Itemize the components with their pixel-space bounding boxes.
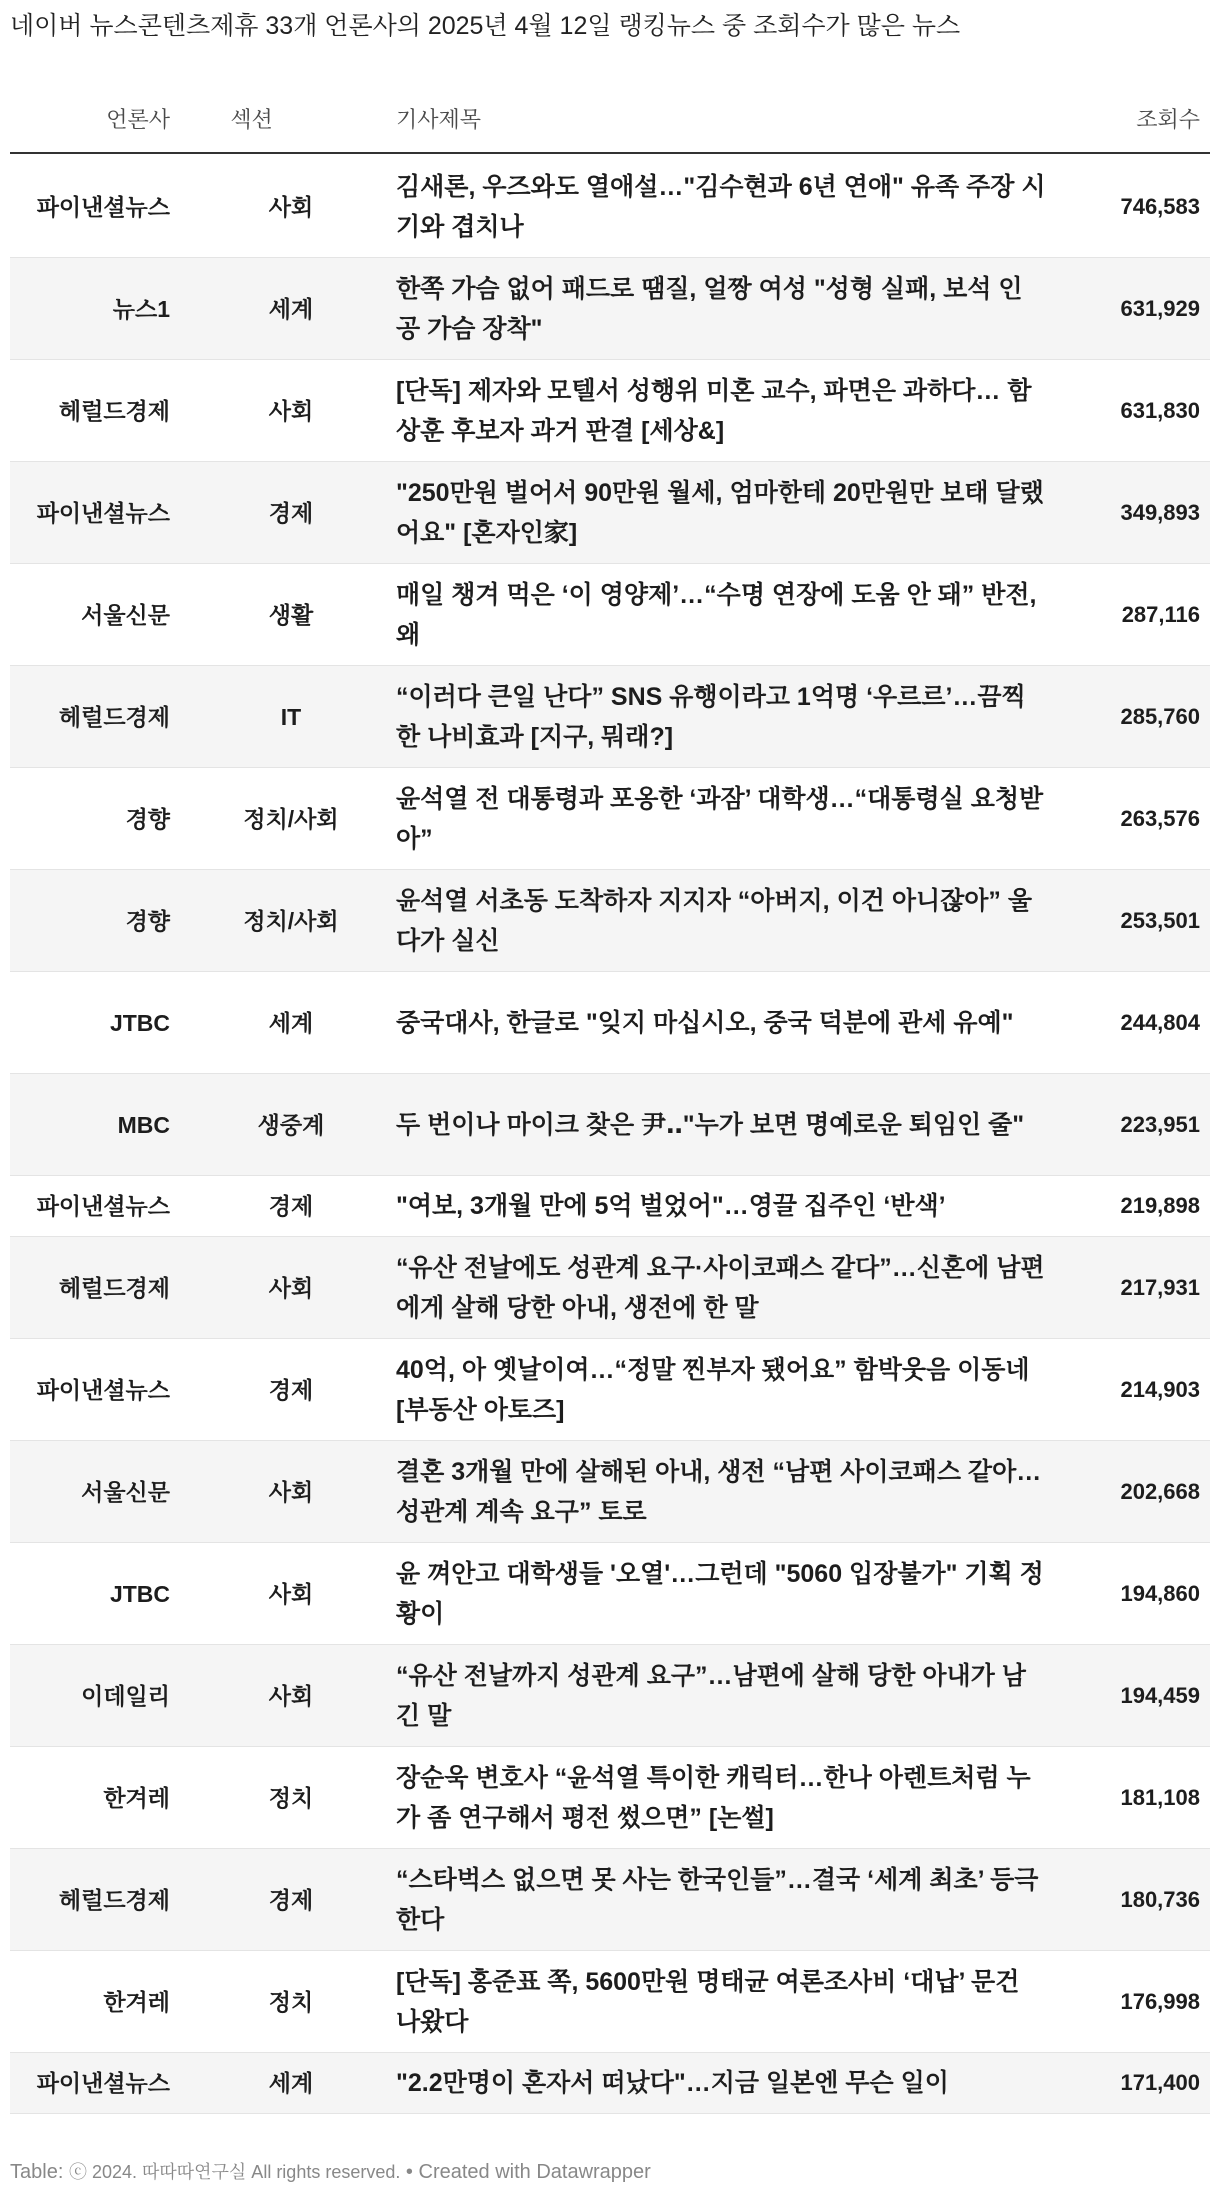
views-cell <box>1040 360 1200 461</box>
table-row[interactable] <box>10 156 1210 258</box>
media-cell <box>10 1441 170 1542</box>
media-cell <box>10 462 170 563</box>
views-cell-text: 181,108 <box>1120 1784 1200 1810</box>
media-cell <box>10 1645 170 1746</box>
views-cell-text: 253,501 <box>1120 907 1200 933</box>
section-cell <box>236 1645 346 1746</box>
media-cell-text: 파이낸셜뉴스 <box>36 2070 170 2096</box>
table-row[interactable] <box>10 1176 1210 1237</box>
media-cell <box>10 1543 170 1644</box>
views-cell <box>1040 1849 1200 1950</box>
views-cell <box>1040 1237 1200 1338</box>
media-cell-text: 파이낸셜뉴스 <box>36 193 170 220</box>
section-cell <box>236 1074 346 1175</box>
table-row[interactable] <box>10 1074 1210 1176</box>
section-cell-text: 생활 <box>268 601 314 628</box>
media-cell-text: 파이낸셜뉴스 <box>36 1376 170 1403</box>
table-footer <box>10 2158 1210 2186</box>
views-cell <box>1040 1747 1200 1848</box>
section-cell-text: 사회 <box>268 1478 314 1505</box>
section-cell-text: 사회 <box>268 397 314 424</box>
section-cell-text: 정치 <box>268 1988 314 2015</box>
table-row[interactable] <box>10 1543 1210 1645</box>
section-cell <box>236 870 346 971</box>
table-row[interactable] <box>10 1645 1210 1747</box>
media-cell <box>10 360 170 461</box>
table-body <box>10 156 1210 2114</box>
table-row[interactable] <box>10 258 1210 360</box>
table-row[interactable] <box>10 1441 1210 1543</box>
media-cell <box>10 2053 170 2113</box>
header-headline[interactable]: 기사제목 <box>396 107 482 132</box>
headline-cell[interactable] <box>396 1237 1046 1338</box>
headline-cell-text: "여보, 3개월 만에 5억 벌었어"…영끌 집주인 ‘반색’ <box>396 1192 946 1220</box>
section-cell <box>236 1951 346 2052</box>
views-cell <box>1040 1441 1200 1542</box>
headline-cell-text: “이러다 큰일 난다” SNS 유행이라고 1억명 ‘우르르’…끔찍한 나비효과 [지구, 뭐래?] <box>396 682 1026 751</box>
media-cell <box>10 1339 170 1440</box>
section-cell-text: 정치 <box>268 1784 314 1811</box>
media-cell <box>10 1951 170 2052</box>
section-cell-text: 경제 <box>268 1193 314 1219</box>
section-cell-text: 세계 <box>268 295 314 322</box>
headline-cell-text: [단독] 제자와 모텔서 성행위 미혼 교수, 파면은 과하다… 함상훈 후보자 과거 판결 [세상&] <box>396 376 1032 445</box>
media-cell-text: 경향 <box>125 805 170 832</box>
headline-cell-text: 두 번이나 마이크 찾은 尹‥"누가 보면 명예로운 퇴임인 줄" <box>396 1110 1025 1139</box>
media-cell-text: 파이낸셜뉴스 <box>36 499 170 526</box>
headline-cell-text: 윤석열 전 대통령과 포옹한 ‘과잠’ 대학생…“대통령실 요청받아” <box>396 784 1044 853</box>
headline-cell[interactable] <box>396 1747 1046 1848</box>
headline-cell[interactable] <box>396 258 1046 359</box>
headline-cell[interactable] <box>396 768 1046 869</box>
media-cell-text: 경향 <box>125 907 170 934</box>
headline-cell-text: "2.2만명이 혼자서 떠났다"…지금 일본엔 무슨 일이 <box>396 2069 949 2097</box>
section-cell-text: 세계 <box>268 1009 314 1036</box>
section-cell <box>236 360 346 461</box>
media-cell-text: JTBC <box>109 1009 170 1036</box>
headline-cell-text: 중국대사, 한글로 "잊지 마십시오, 중국 덕분에 관세 유예" <box>396 1008 1014 1037</box>
headline-cell[interactable] <box>396 564 1046 665</box>
media-cell <box>10 1747 170 1848</box>
section-cell <box>236 1543 346 1644</box>
headline-cell[interactable] <box>396 870 1046 971</box>
table-row[interactable] <box>10 1237 1210 1339</box>
table-row[interactable] <box>10 1951 1210 2053</box>
header-views[interactable]: 조회수 <box>1136 107 1200 132</box>
table-row[interactable] <box>10 360 1210 462</box>
views-cell-text: 214,903 <box>1120 1376 1200 1402</box>
media-cell-text: 뉴스1 <box>112 295 170 322</box>
headline-cell[interactable] <box>396 462 1046 563</box>
section-cell <box>236 1237 346 1338</box>
headline-cell[interactable] <box>396 972 1046 1073</box>
table-row[interactable] <box>10 666 1210 768</box>
table-header <box>10 98 1210 154</box>
section-cell <box>236 462 346 563</box>
section-cell <box>236 666 346 767</box>
footer-prefix: Table: <box>10 2161 69 2183</box>
section-cell <box>236 1176 346 1236</box>
media-cell <box>10 156 170 257</box>
media-cell <box>10 258 170 359</box>
headline-cell-text: 40억, 아 옛날이여…“정말 찐부자 됐어요” 함박웃음 이동네 [부동산 아토즈] <box>396 1355 1030 1424</box>
media-cell <box>10 972 170 1073</box>
media-cell-text: MBC <box>117 1111 170 1138</box>
headline-cell-text: 한쪽 가슴 없어 패드로 땜질, 얼짱 여성 "성형 실패, 보석 인공 가슴 장착" <box>396 274 1023 343</box>
section-cell-text: 경제 <box>268 1376 314 1403</box>
views-cell <box>1040 1543 1200 1644</box>
media-cell <box>10 564 170 665</box>
section-cell-text: 정치/사회 <box>243 907 339 934</box>
headline-cell[interactable] <box>396 1074 1046 1175</box>
section-cell-text: 사회 <box>268 1682 314 1709</box>
headline-cell-text: 장순욱 변호사 “윤석열 특이한 캐릭터…한나 아렌트처럼 누가 좀 연구해서 평전 썼으면” [논썰] <box>396 1763 1031 1832</box>
headline-cell[interactable] <box>396 1176 1046 1236</box>
media-cell-text: 서울신문 <box>81 601 170 628</box>
headline-cell-text: 결혼 3개월 만에 살해된 아내, 생전 “남편 사이코패스 같아…성관계 계속 요구” 토로 <box>396 1457 1042 1526</box>
table-row[interactable] <box>10 1747 1210 1849</box>
section-cell <box>236 1747 346 1848</box>
footer-created[interactable]: Created with Datawrapper <box>418 2161 651 2183</box>
section-cell <box>236 1849 346 1950</box>
section-cell-text: 사회 <box>268 1580 314 1607</box>
views-cell-text: 219,898 <box>1120 1193 1200 1218</box>
views-cell-text: 244,804 <box>1120 1009 1200 1035</box>
headline-cell-text: [단독] 홍준표 쪽, 5600만원 명태균 여론조사비 ‘대납’ 문건 나왔다 <box>396 1967 1020 2036</box>
headline-cell[interactable] <box>396 1441 1046 1542</box>
media-cell-text: 헤럴드경제 <box>58 703 170 730</box>
section-cell-text: 사회 <box>268 193 314 220</box>
media-cell-text: 헤럴드경제 <box>58 1886 170 1913</box>
headline-cell-text: 매일 챙겨 먹은 ‘이 영양제’…“수명 연장에 도움 안 돼” 반전, 왜 <box>396 580 1037 649</box>
views-cell <box>1040 258 1200 359</box>
section-cell <box>236 2053 346 2113</box>
views-cell <box>1040 2053 1200 2113</box>
table-row[interactable] <box>10 768 1210 870</box>
table-row[interactable] <box>10 2053 1210 2114</box>
table-row[interactable] <box>10 462 1210 564</box>
views-cell-text: 631,929 <box>1120 295 1200 321</box>
headline-cell[interactable] <box>396 1645 1046 1746</box>
views-cell-text: 171,400 <box>1120 2070 1200 2095</box>
section-cell <box>236 1339 346 1440</box>
views-cell <box>1040 1074 1200 1175</box>
header-media[interactable]: 언론사 <box>106 107 170 132</box>
footer-copyright: ⓒ 2024. 따따따연구실 All rights reserved. <box>68 2162 401 2182</box>
headline-cell-text: 윤 껴안고 대학생들 '오열'…그런데 "5060 입장불가" 기획 정황이 <box>396 1559 1044 1628</box>
headline-cell[interactable] <box>396 1339 1046 1440</box>
views-cell <box>1040 462 1200 563</box>
views-cell <box>1040 156 1200 257</box>
table-row[interactable] <box>10 564 1210 666</box>
headline-cell[interactable] <box>396 1951 1046 2052</box>
headline-cell[interactable] <box>396 360 1046 461</box>
section-cell <box>236 1441 346 1542</box>
section-cell-text: 세계 <box>268 2070 314 2096</box>
media-cell <box>10 1237 170 1338</box>
section-cell <box>236 768 346 869</box>
views-cell <box>1040 1951 1200 2052</box>
media-cell <box>10 1849 170 1950</box>
headline-cell-text: “유산 전날까지 성관계 요구”…남편에 살해 당한 아내가 남긴 말 <box>396 1661 1026 1730</box>
views-cell-text: 349,893 <box>1120 499 1200 525</box>
views-cell-text: 631,830 <box>1120 397 1200 423</box>
media-cell-text: JTBC <box>109 1580 170 1607</box>
media-cell-text: 서울신문 <box>81 1478 170 1505</box>
headline-cell[interactable] <box>396 666 1046 767</box>
headline-cell-text: “스타벅스 없으면 못 사는 한국인들”…결국 ‘세계 최초’ 등극한다 <box>396 1865 1039 1934</box>
media-cell <box>10 1176 170 1236</box>
views-cell-text: 217,931 <box>1120 1274 1200 1300</box>
section-cell-text: 정치/사회 <box>243 805 339 832</box>
media-cell <box>10 666 170 767</box>
media-cell-text: 한겨레 <box>103 1784 170 1811</box>
views-cell <box>1040 666 1200 767</box>
headline-cell[interactable] <box>396 1543 1046 1644</box>
views-cell <box>1040 972 1200 1073</box>
header-section[interactable]: 섹션 <box>230 107 273 132</box>
headline-cell-text: “유산 전날에도 성관계 요구·사이코패스 같다”…신혼에 남편에게 살해 당한 아내, 생전에 한 말 <box>396 1253 1045 1322</box>
table-row[interactable] <box>10 972 1210 1074</box>
table-row[interactable] <box>10 1339 1210 1441</box>
views-cell <box>1040 870 1200 971</box>
media-cell <box>10 870 170 971</box>
table-row[interactable] <box>10 1849 1210 1951</box>
table-row[interactable] <box>10 870 1210 972</box>
media-cell <box>10 1074 170 1175</box>
section-cell-text: 경제 <box>268 1886 314 1913</box>
section-cell-text: IT <box>280 703 302 730</box>
views-cell-text: 287,116 <box>1121 601 1200 627</box>
views-cell-text: 223,951 <box>1120 1111 1200 1137</box>
media-cell-text: 헤럴드경제 <box>58 397 170 424</box>
views-cell <box>1040 1176 1200 1236</box>
headline-cell-text: 윤석열 서초동 도착하자 지지자 “아버지, 이건 아니잖아” 울다가 실신 <box>396 886 1033 955</box>
views-cell-text: 180,736 <box>1120 1886 1200 1912</box>
section-cell-text: 경제 <box>268 499 314 526</box>
media-cell-text: 파이낸셜뉴스 <box>36 1193 170 1219</box>
views-cell-text: 746,583 <box>1120 193 1200 219</box>
views-cell <box>1040 564 1200 665</box>
footer-separator: • <box>400 2161 419 2183</box>
headline-cell-text: 김새론, 우즈와도 열애설…"김수현과 6년 연애" 유족 주장 시기와 겹치나 <box>396 172 1046 241</box>
section-cell-text: 생중계 <box>257 1111 325 1138</box>
media-cell-text: 이데일리 <box>81 1682 170 1709</box>
views-cell-text: 176,998 <box>1120 1988 1200 2014</box>
media-cell <box>10 768 170 869</box>
views-cell-text: 202,668 <box>1120 1478 1200 1504</box>
headline-cell[interactable] <box>396 2053 1046 2113</box>
headline-cell[interactable] <box>396 156 1046 257</box>
section-cell-text: 사회 <box>268 1274 314 1301</box>
media-cell-text: 헤럴드경제 <box>58 1274 170 1301</box>
section-cell <box>236 972 346 1073</box>
views-cell <box>1040 1339 1200 1440</box>
section-cell <box>236 258 346 359</box>
views-cell <box>1040 768 1200 869</box>
table-title: 네이버 뉴스콘텐츠제휴 33개 언론사의 2025년 4월 12일 랭킹뉴스 중 조회수가 많은 뉴스 <box>10 12 961 40</box>
views-cell-text: 194,860 <box>1120 1580 1200 1606</box>
views-cell <box>1040 1645 1200 1746</box>
section-cell <box>236 156 346 257</box>
views-cell-text: 194,459 <box>1120 1682 1200 1708</box>
views-cell-text: 285,760 <box>1120 703 1200 729</box>
section-cell <box>236 564 346 665</box>
views-cell-text: 263,576 <box>1120 805 1200 831</box>
media-cell-text: 한겨레 <box>103 1988 170 2015</box>
headline-cell[interactable] <box>396 1849 1046 1950</box>
headline-cell-text: "250만원 벌어서 90만원 월세, 엄마한테 20만원만 보태 달랬어요" [혼자인家] <box>396 478 1044 547</box>
